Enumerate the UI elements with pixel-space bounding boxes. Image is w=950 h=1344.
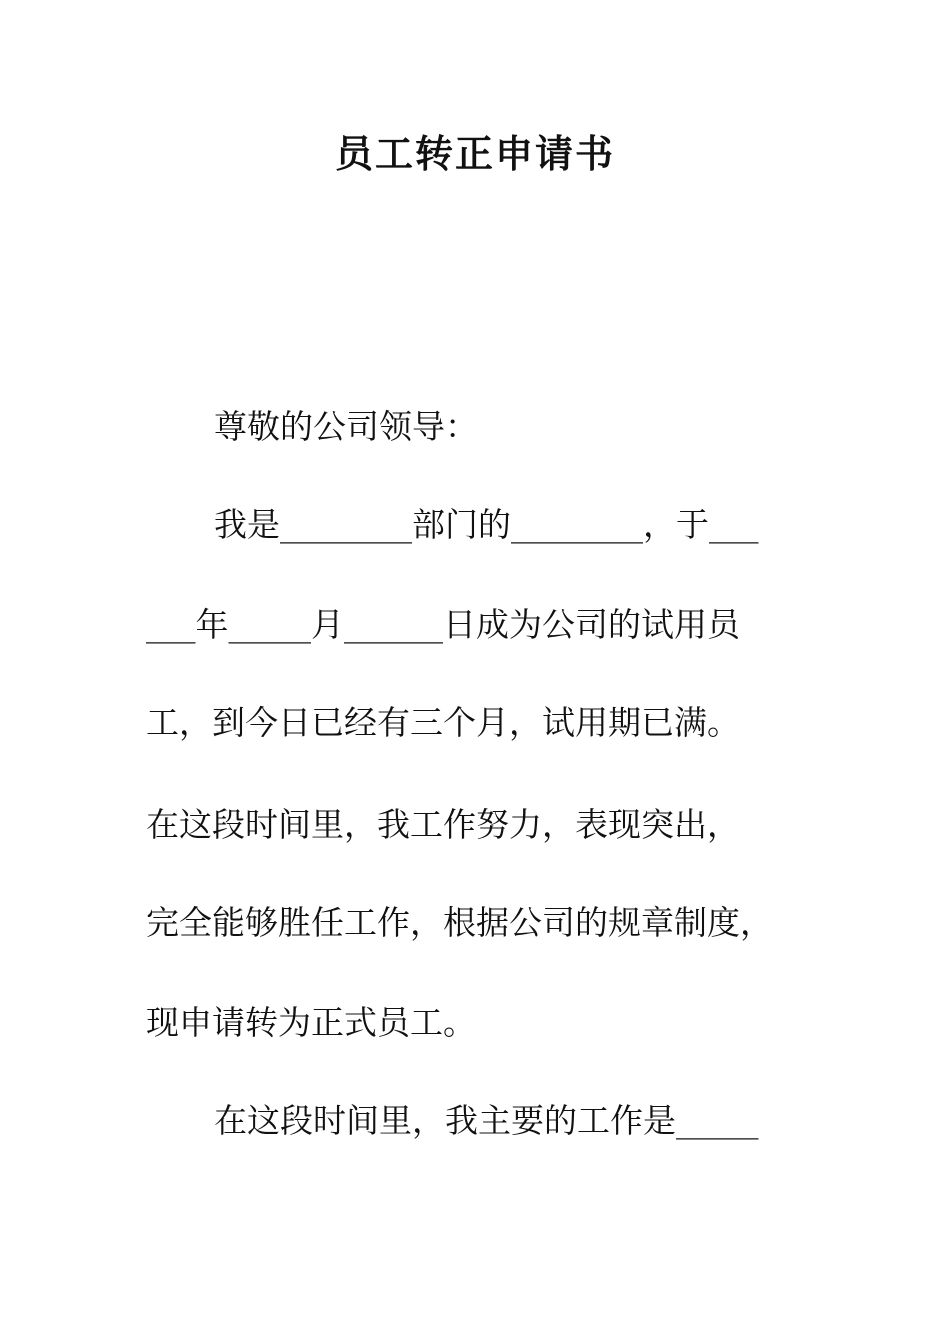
body-line-3: 工，到今日已经有三个月，试用期已满。 <box>146 703 740 742</box>
body-line-1: 我是________部门的________，于___ <box>214 505 759 544</box>
salutation-line: 尊敬的公司领导： <box>214 407 478 446</box>
body-line-5: 完全能够胜任工作，根据公司的规章制度， <box>146 903 773 942</box>
body-line-6: 现申请转为正式员工。 <box>146 1003 476 1042</box>
document-title: 员工转正申请书 <box>334 131 615 176</box>
body-line-7: 在这段时间里，我主要的工作是_____ <box>214 1101 759 1140</box>
body-line-2: ___年_____月______日成为公司的试用员 <box>146 605 740 644</box>
body-line-4: 在这段时间里，我工作努力，表现突出， <box>146 805 740 844</box>
